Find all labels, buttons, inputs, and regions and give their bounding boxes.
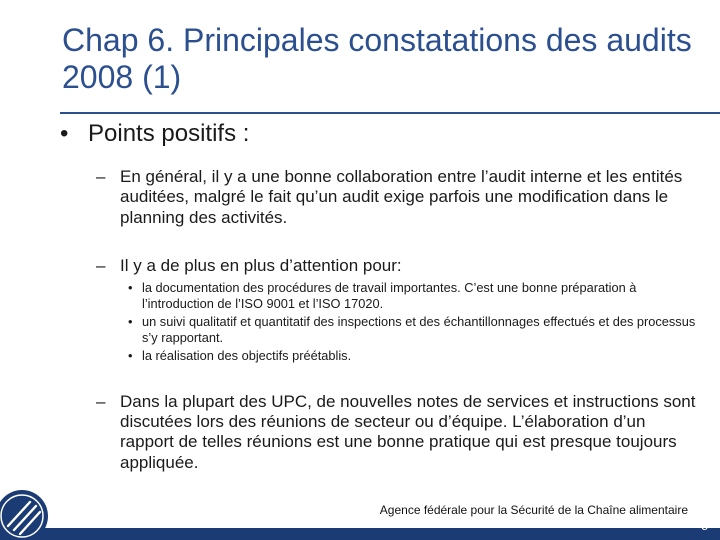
page-number: 5: [701, 519, 708, 533]
sub-bullet-attention: [96, 256, 700, 276]
afsca-logo-icon: [0, 482, 52, 540]
sub-bullet-text: En général, il y a une bonne collaboration entre l’audit interne et les entités auditées, malgré le fait qu’un audit exige parfois une modification dans le planning des activités.: [120, 166, 683, 227]
list-item-suivi: [128, 314, 700, 346]
sub-bullet-text: Il y a de plus en plus d’attention pour:: [120, 255, 402, 275]
bullet-icon: •: [128, 280, 133, 296]
bullet-icon: •: [128, 314, 133, 330]
list-item-documentation: [128, 280, 700, 312]
bullet-text: Points positifs :: [88, 120, 250, 147]
slide-content: [60, 120, 700, 473]
dash-icon: –: [96, 255, 106, 275]
list-item-text: la réalisation des objectifs préétablis.: [142, 347, 352, 363]
list-item-objectifs: [128, 348, 700, 364]
footer-bar: [0, 528, 720, 540]
footer-agency-name: Agence fédérale pour la Sécurité de la Chaîne alimentaire: [379, 503, 688, 517]
sub-bullet-upc: [96, 392, 700, 474]
list-item-text: la documentation des procédures de travail importantes. C’est une bonne préparation à l’introduction de l’ISO 9001 et l’ISO 17020.: [142, 280, 637, 312]
sub-bullet-text: Dans la plupart des UPC, de nouvelles notes de services et instructions sont discutées lors des réunions de secteur ou d’équipe. L’élaboration d’un rapport de telles réunions est une bonne pratique qui est presque toujours appliquée.: [120, 391, 696, 472]
slide-title: Chap 6. Principales constatations des audits 2008 (1): [62, 22, 692, 95]
bullet-points-positifs: [60, 120, 700, 149]
dash-icon: –: [96, 166, 106, 186]
bullet-icon: •: [60, 120, 69, 147]
sub-bullet-general: [96, 167, 700, 228]
list-item-text: un suivi qualitatif et quantitatif des inspections et des échantillonnages effectués et des processus s’y rapportant.: [142, 314, 696, 345]
bullet-icon: •: [128, 347, 133, 363]
title-divider: [60, 112, 720, 114]
dash-icon: –: [96, 391, 106, 411]
title-block: [62, 22, 702, 96]
